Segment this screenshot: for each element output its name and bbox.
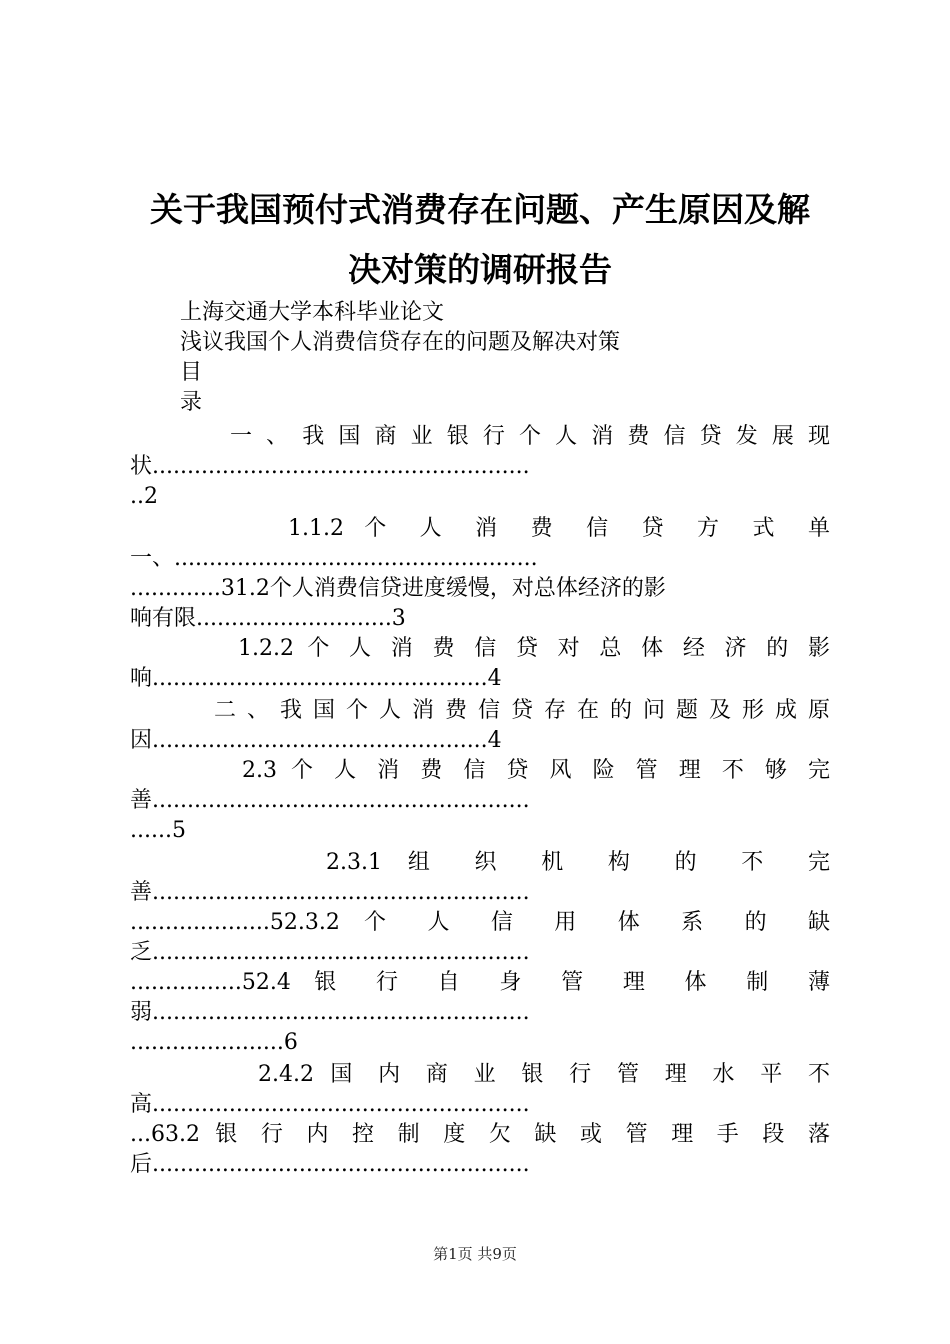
page-number-footer: 第1页 共9页 — [433, 1245, 517, 1263]
toc-line: 一、.................................................... — [130, 546, 538, 571]
toc-line: 善...................................................... — [130, 880, 530, 905]
toc-line: 1.2.2 个 人 消 费 信 贷 对 总 体 经 济 的 影 — [238, 636, 830, 661]
document-title-line-2: 决对策的调研报告 — [348, 250, 612, 289]
toc-line: ................52.4 银 行 自 身 管 理 体 制 薄 — [130, 970, 830, 995]
toc-line: 2.4.2 国 内 商 业 银 行 管 理 水 平 不 — [258, 1062, 830, 1087]
toc-line: 响................................................4 — [130, 666, 502, 691]
toc-line: .............31.2个人消费信贷进度缓慢，对总体经济的影 — [130, 576, 666, 601]
toc-line: 1.1.2 个 人 消 费 信 贷 方 式 单 — [288, 516, 830, 541]
toc-line: ...63.2 银 行 内 控 制 度 欠 缺 或 管 理 手 段 落 — [130, 1122, 830, 1147]
toc-line: ......5 — [130, 818, 186, 843]
toc-heading-char-2: 录 — [180, 390, 203, 415]
toc-line: 状...................................................... — [130, 454, 530, 479]
toc-line: 一 、 我 国 商 业 银 行 个 人 消 费 信 贷 发 展 现 — [230, 424, 830, 449]
thesis-source: 上海交通大学本科毕业论文 — [180, 300, 445, 325]
toc-line: 高...................................................... — [130, 1092, 530, 1117]
toc-line: 2.3.1 组 织 机 构 的 不 完 — [326, 850, 830, 875]
toc-line: 因................................................4 — [130, 728, 502, 753]
toc-line: ..2 — [130, 484, 158, 509]
toc-line: ......................6 — [130, 1030, 298, 1055]
toc-heading-char-1: 目 — [180, 360, 203, 385]
thesis-title: 浅议我国个人消费信贷存在的问题及解决对策 — [180, 330, 621, 355]
toc-line: 乏...................................................... — [130, 940, 530, 965]
toc-line: 2.3 个 人 消 费 信 贷 风 险 管 理 不 够 完 — [242, 758, 830, 783]
toc-line: 善...................................................... — [130, 788, 530, 813]
document-title-line-1: 关于我国预付式消费存在问题、产生原因及解 — [150, 190, 810, 229]
toc-line: 二 、 我 国 个 人 消 费 信 贷 存 在 的 问 题 及 形 成 原 — [214, 698, 830, 723]
toc-line: 后...................................................... — [130, 1152, 530, 1177]
toc-line: ....................52.3.2 个 人 信 用 体 系 的 缺 — [130, 910, 830, 935]
toc-line: 响有限............................3 — [130, 606, 406, 631]
toc-line: 弱...................................................... — [130, 1000, 530, 1025]
